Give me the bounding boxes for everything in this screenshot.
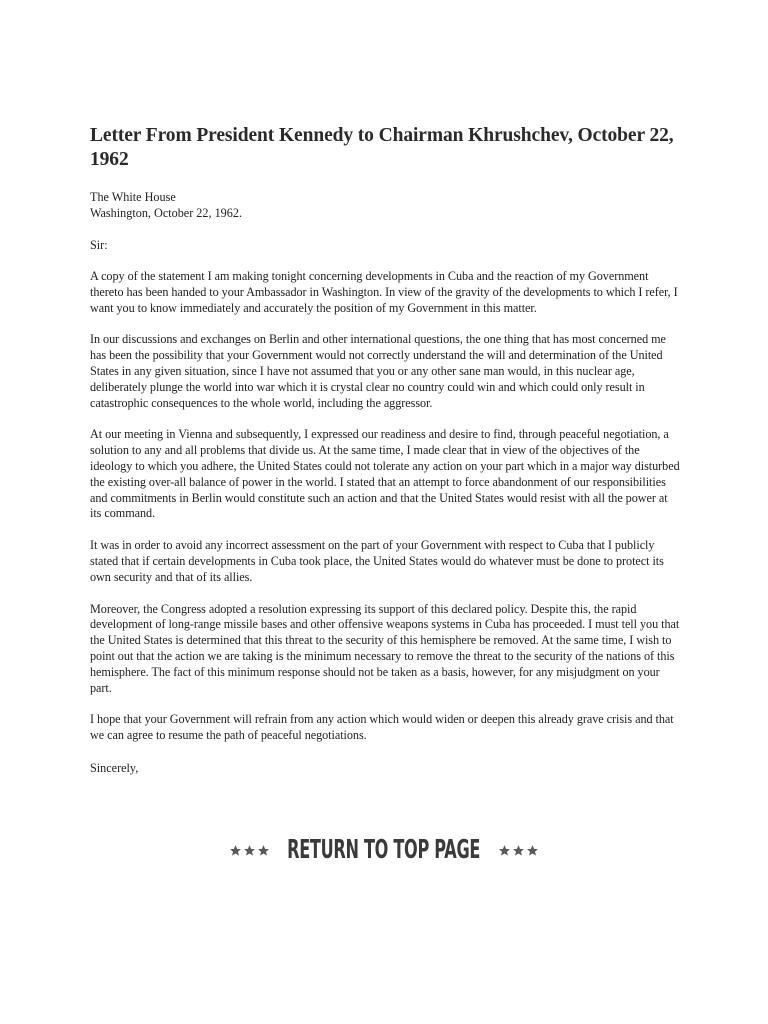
star-icon: [243, 844, 256, 857]
stars-right: [498, 844, 539, 857]
star-icon: [257, 844, 270, 857]
return-to-top-link[interactable]: [0, 832, 768, 868]
closing: Sincerely,: [90, 760, 139, 775]
star-icon: [229, 844, 242, 857]
paragraph-6: I hope that your Government will refrain from any action which would widen or deepen this already grave crisis and that we can agree to resume the path of peaceful negotiations.: [90, 712, 674, 743]
paragraph-1: A copy of the statement I am making tonight concerning developments in Cuba and the reaction of my Government thereto has been handed to your Ambassador in Washington. In view of the gravity of the developments to which I refer, I want you to know immediately and accurately the position of my Government in this matter.: [90, 269, 678, 315]
star-icon: [526, 844, 539, 857]
return-to-top-label[interactable]: RETURN TO TOP PAGE: [287, 835, 481, 865]
salutation: Sir:: [90, 238, 108, 252]
stars-left: [229, 844, 270, 857]
paragraph-2: In our discussions and exchanges on Berlin and other international questions, the one thing that has most concerned me has been the possibility that your Government would not correctly understand the will and determination of the United States in any given situation, since I have not assumed that you or any other sane man would, in this nuclear age, deliberately plunge the world into war which it is crystal clear no country could win and which could only result in catastrophic consequences to the whole world, including the aggressor.: [90, 332, 666, 410]
page-title: Letter From President Kennedy to Chairman Khrushchev, October 22, 1962: [90, 125, 674, 170]
letter-heading: [90, 189, 680, 221]
letter-heading-place: The White House: [90, 190, 176, 204]
star-icon: [512, 844, 525, 857]
paragraph-3: At our meeting in Vienna and subsequently, I expressed our readiness and desire to find, through peaceful negotiation, a solution to any and all problems that divide us. At the same time, I made clear that in view of the objectives of the ideology to which you adhere, the United States could not tolerate any action on your part which in a major way disturbed the existing over-all balance of power in the world. I stated that an attempt to force abandonment of our responsibilities and commitments in Berlin would constitute such an action and that the United States would resist with all the power at its command.: [90, 427, 680, 521]
letter-document: [90, 124, 680, 776]
star-icon: [498, 844, 511, 857]
paragraph-4: It was in order to avoid any incorrect assessment on the part of your Government with respect to Cuba that I publicly stated that if certain developments in Cuba took place, the United States would do whatever must be done to protect its own security and that of its allies.: [90, 538, 664, 584]
paragraph-5: Moreover, the Congress adopted a resolution expressing its support of this declared policy. Despite this, the rapid development of long-range missile bases and other offensive weapons systems in Cuba has proceeded. I must tell you that the United States is determined that this threat to the security of this hemisphere be removed. At the same time, I wish to point out that the action we are taking is the minimum necessary to remove the threat to the security of the nations of this hemisphere. The fact of this minimum response should not be taken as a basis, however, for any misjudgment on your part.: [90, 601, 680, 695]
letter-heading-date: Washington, October 22, 1962.: [90, 206, 243, 220]
